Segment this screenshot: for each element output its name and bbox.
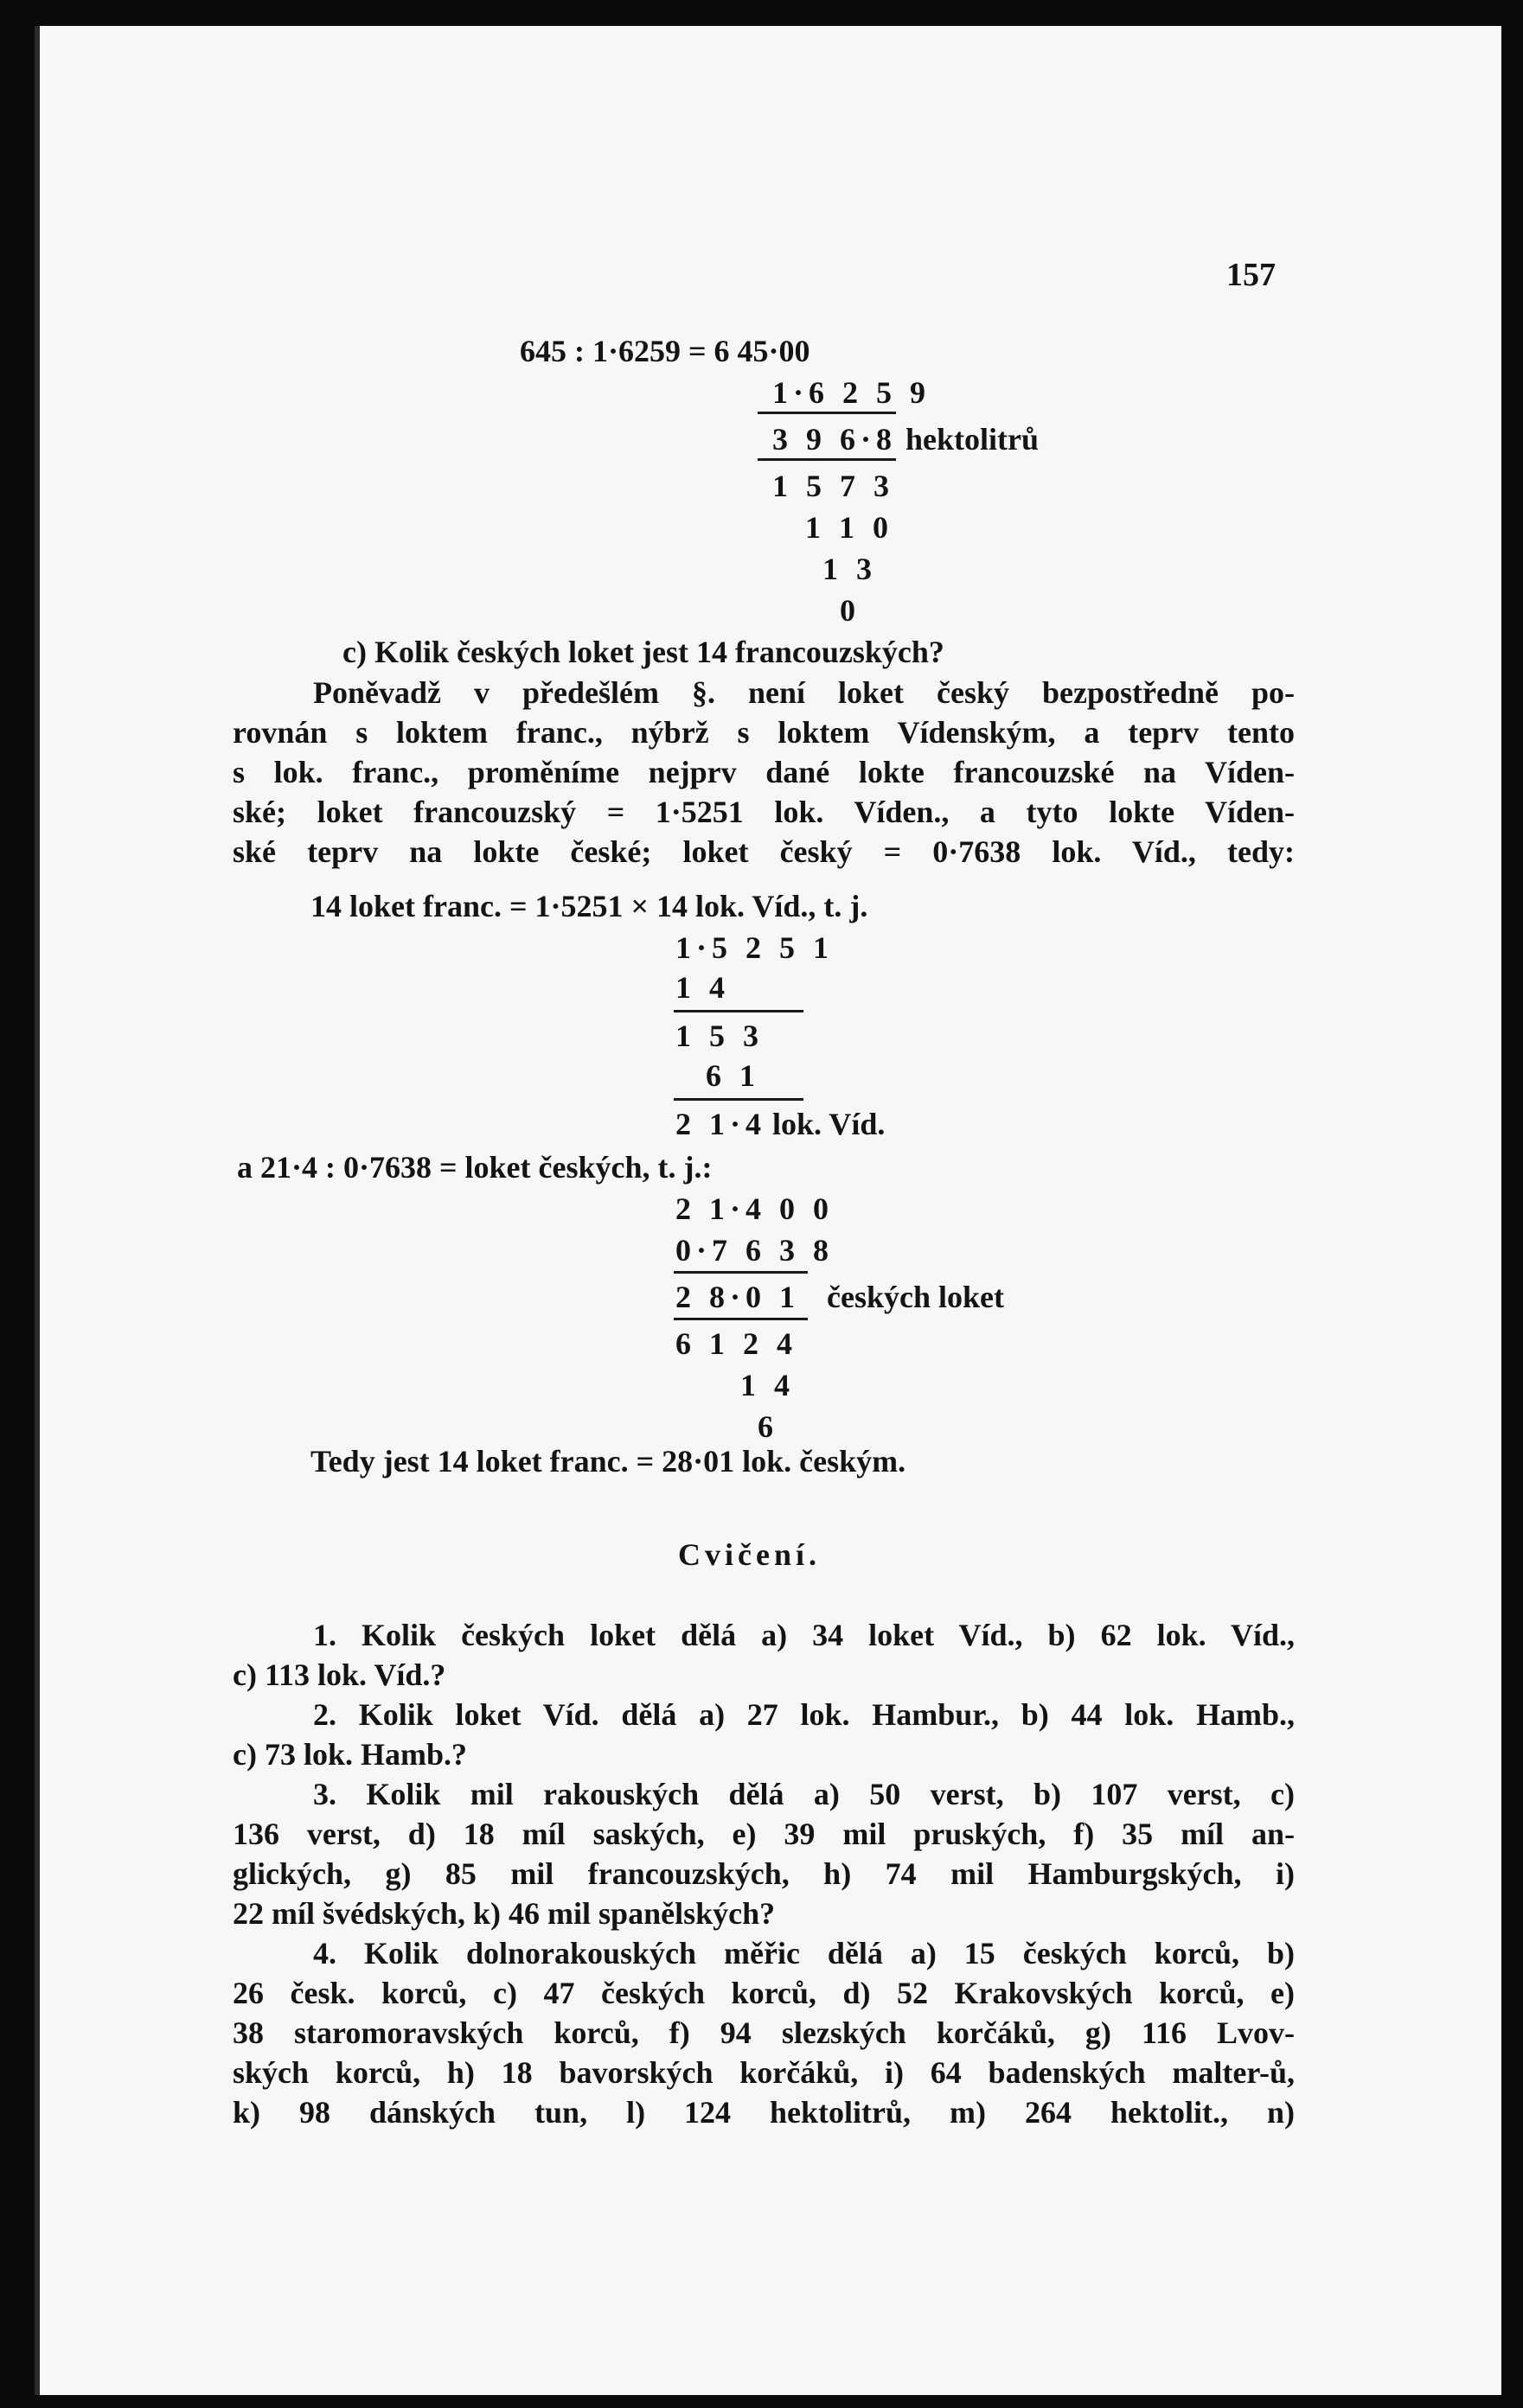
calc3-unit: českých loket [827, 1280, 1004, 1314]
exercise-3-line-1: 3. Kolik mil rakouských dělá a) 50 verst, b) 107 verst, c) [313, 1777, 1295, 1811]
calc3-expression: a 21·4 : 0·7638 = loket českých, t. j.: [237, 1150, 713, 1185]
calc2-partial-1: 1 5 3 [675, 1019, 764, 1053]
exercise-2 [233, 1695, 1295, 1774]
calc2-rule-1 [674, 1010, 803, 1012]
explanation-line-4: ské; loket francouzský = 1·5251 lok. Víden., a tyto lokte Víden- [233, 795, 1295, 829]
calc1-result: 3 9 6·8 [772, 422, 898, 457]
exercise-3-line-2: 136 verst, d) 18 míl saských, e) 39 mil pruských, f) 35 míl an- [233, 1817, 1295, 1851]
explanation-line-1: Poněvadž v předešlém §. není loket český bezpostředně po- [313, 675, 1295, 710]
calc1-remainder-4: 0 [840, 593, 855, 628]
calc1-remainder-1: 1 5 7 3 [772, 469, 894, 503]
exercise-4-line-4: ských korců, h) 18 bavorských korčáků, i) 64 badenských malter-ů, [233, 2055, 1295, 2090]
exercise-3-line-4: 22 míl švédských, k) 46 mil spanělských? [233, 1896, 776, 1931]
calc1-rule-2 [758, 458, 896, 461]
calc2-multiplicand: 1·5 2 5 1 [675, 930, 835, 965]
exercise-4-line-3: 38 staromoravských korců, f) 94 slezských korčáků, g) 116 Lvov- [233, 2015, 1295, 2050]
exercise-4-line-2: 26 česk. korců, c) 47 českých korců, d) 52 Krakovských korců, e) [233, 1976, 1295, 2010]
question-c: c) Kolik českých loket jest 14 francouzských? [342, 635, 944, 669]
book-page [35, 26, 1501, 2395]
calc2-product-unit: lok. Víd. [772, 1107, 886, 1141]
calc2-expression: 14 loket franc. = 1·5251 × 14 lok. Víd., t. j. [310, 889, 868, 923]
exercise-4-line-5: k) 98 dánských tun, l) 124 hektolitrů, m) 264 hektolit., n) [233, 2095, 1295, 2130]
explanation-line-3: s lok. franc., proměníme nejprv dané lokte francouzské na Víden- [233, 755, 1295, 789]
calc3-divisor: 0·7 6 3 8 [675, 1233, 835, 1268]
calc2-product: 2 1·4 [675, 1107, 767, 1141]
conclusion: Tedy jest 14 loket franc. = 28·01 lok. českým. [310, 1444, 906, 1479]
exercise-3 [233, 1774, 1295, 1933]
calc3-remainder-3: 6 [758, 1409, 773, 1444]
calc3-rule-1 [674, 1271, 808, 1274]
calc2-multiplier: 1 4 [675, 970, 730, 1005]
exercise-3-line-3: glických, g) 85 mil francouzských, h) 74 mil Hamburgských, i) [233, 1856, 1295, 1891]
calc3-result: 2 8·0 1 [675, 1280, 801, 1314]
exercise-4 [233, 1933, 1295, 2132]
calc3-dividend: 2 1·4 0 0 [675, 1191, 835, 1226]
explanation-paragraph [233, 673, 1295, 872]
calc3-rule-2 [674, 1318, 808, 1320]
exercise-4-line-1: 4. Kolik dolnorakouských měřic dělá a) 15 českých korců, b) [313, 1936, 1295, 1970]
calc2-partial-2: 6 1 [706, 1058, 760, 1093]
exercise-1-line-1: 1. Kolik českých loket dělá a) 34 loket Víd., b) 62 lok. Víd., [313, 1618, 1295, 1652]
calc2-rule-2 [674, 1098, 803, 1101]
calc1-remainder-2: 1 1 0 [805, 510, 893, 545]
calc3-remainder-2: 1 4 [740, 1368, 795, 1402]
calc1-unit: hektolitrů [905, 422, 1040, 457]
calc3-remainder-1: 6 1 2 4 [675, 1326, 797, 1361]
exercise-1 [233, 1615, 1295, 1695]
calc1-divisor: 1·6 2 5 9 [772, 375, 931, 410]
exercise-1-line-2: c) 113 lok. Víd.? [233, 1657, 446, 1692]
explanation-line-5: ské teprv na lokte české; loket český = 0·7638 lok. Víd., tedy: [233, 834, 1295, 869]
exercise-2-line-2: c) 73 lok. Hamb.? [233, 1737, 468, 1772]
calc1-expression: 645 : 1·6259 = 6 45·00 [520, 334, 810, 368]
page-number: 157 [1226, 257, 1276, 293]
exercise-2-line-1: 2. Kolik loket Víd. dělá a) 27 lok. Hambur., b) 44 lok. Hamb., [313, 1697, 1295, 1732]
calc1-remainder-3: 1 3 [822, 552, 877, 586]
exercises-heading: Cvičení. [678, 1537, 821, 1572]
calc1-rule-1 [758, 412, 896, 414]
explanation-line-2: rovnán s loktem franc., nýbrž s loktem Vídenským, a teprv tento [233, 715, 1295, 750]
